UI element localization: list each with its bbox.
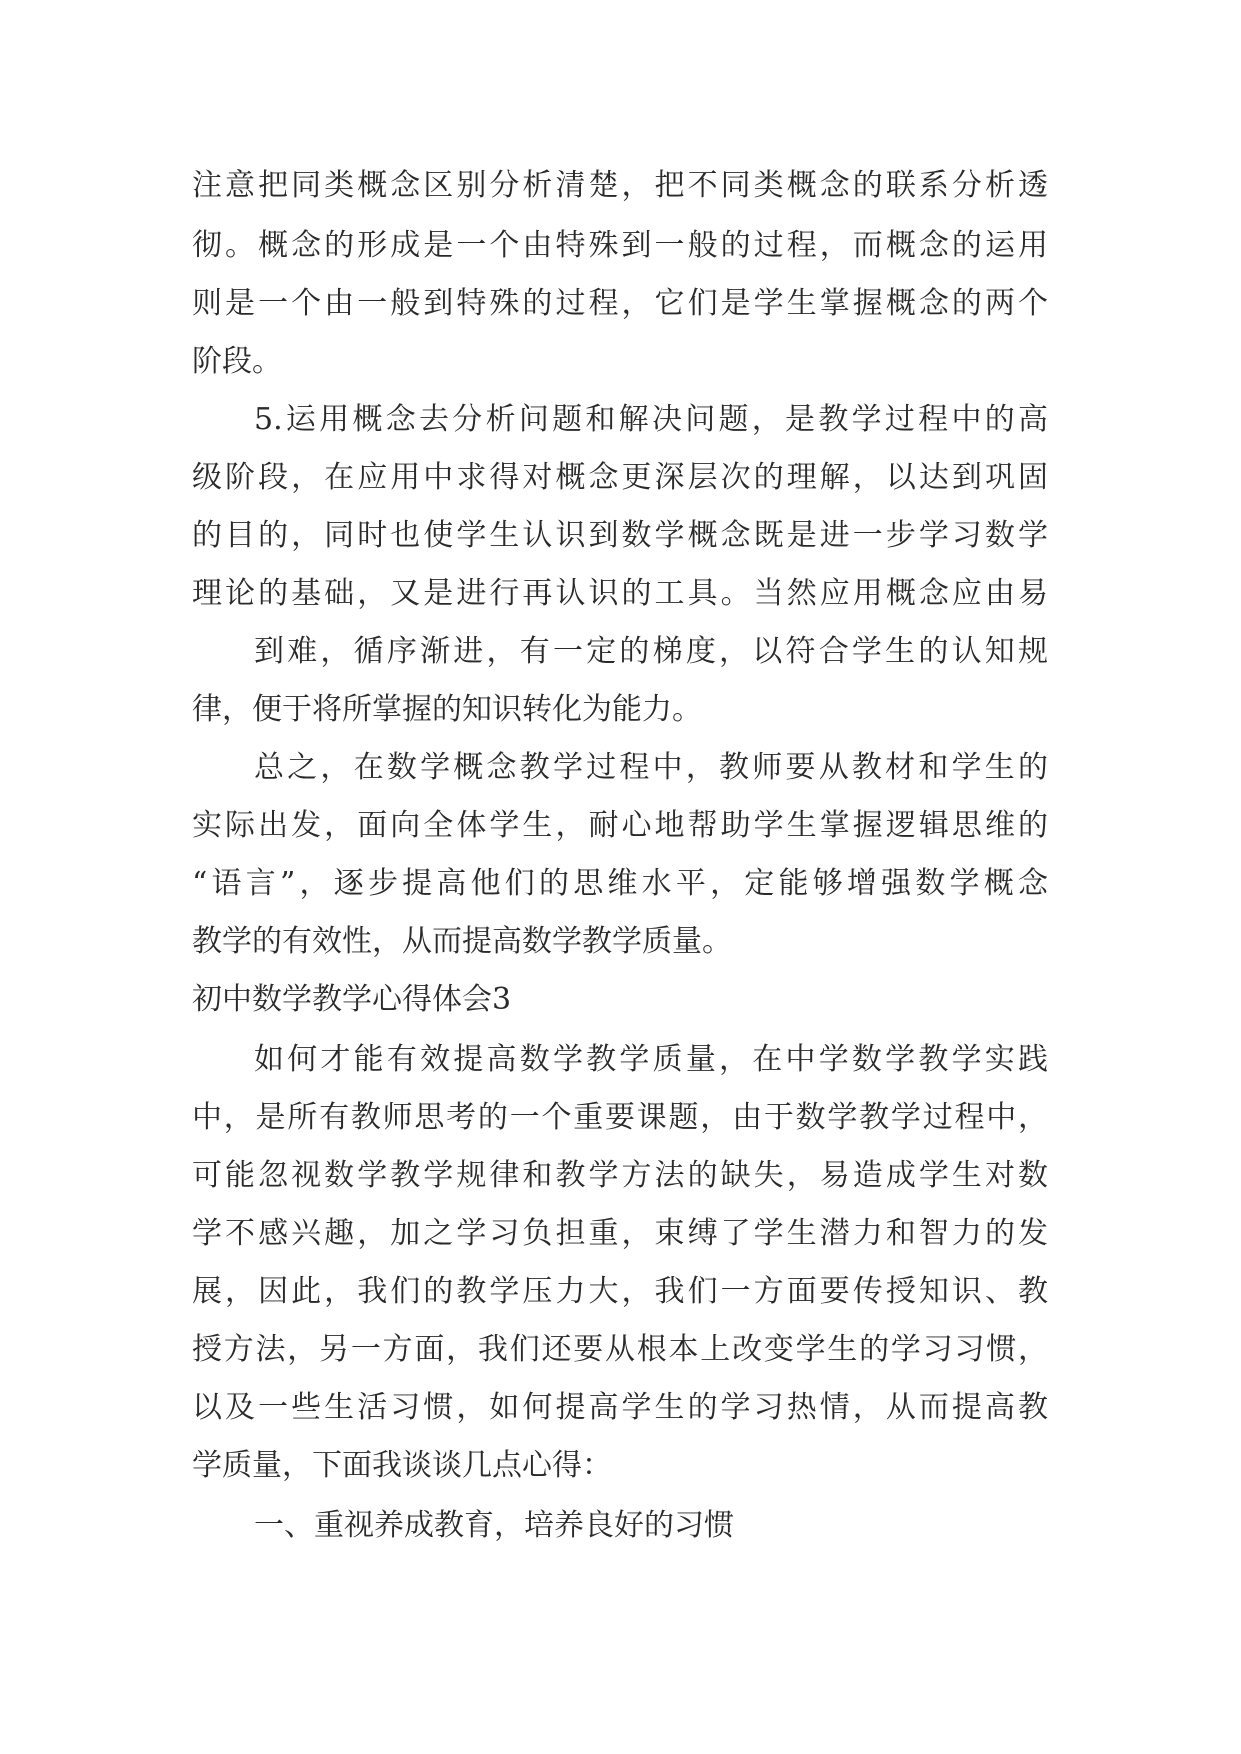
text-line: 5.运用概念去分析问题和解决问题，是教学过程中的高 bbox=[254, 402, 1048, 437]
text-line: 以及一些生活习惯，如何提高学生的学习热情，从而提高教 bbox=[192, 1390, 1048, 1425]
text-line: 中，是所有教师思考的一个重要课题，由于数学教学过程中， bbox=[192, 1100, 1048, 1135]
text-line: 注意把同类概念区别分析清楚，把不同类概念的联系分析透 bbox=[192, 168, 1048, 203]
text-line: 彻。概念的形成是一个由特殊到一般的过程，而概念的运用 bbox=[192, 228, 1048, 263]
text-line: 律，便于将所掌握的知识转化为能力。 bbox=[192, 692, 702, 727]
text-line: 阶段。 bbox=[192, 344, 282, 379]
text-line: 的目的，同时也使学生认识到数学概念既是进一步学习数学 bbox=[192, 518, 1048, 553]
text-line: 到难，循序渐进，有一定的梯度，以符合学生的认知规 bbox=[254, 634, 1048, 669]
text-line: 教学的有效性，从而提高数学教学质量。 bbox=[192, 924, 732, 959]
text-line: 如何才能有效提高数学教学质量，在中学数学教学实践 bbox=[254, 1042, 1048, 1077]
subsection-heading: 一、重视养成教育，培养良好的习惯 bbox=[254, 1508, 734, 1543]
text-line: “语言”，逐步提高他们的思维水平，定能够增强数学概念 bbox=[192, 866, 1048, 901]
text-line: 级阶段，在应用中求得对概念更深层次的理解，以达到巩固 bbox=[192, 460, 1048, 495]
text-line: 总之，在数学概念教学过程中，教师要从教材和学生的 bbox=[254, 750, 1048, 785]
text-line: 授方法，另一方面，我们还要从根本上改变学生的学习习惯， bbox=[192, 1332, 1048, 1367]
text-line: 理论的基础，又是进行再认识的工具。当然应用概念应由易 bbox=[192, 576, 1048, 611]
text-line: 则是一个由一般到特殊的过程，它们是学生掌握概念的两个 bbox=[192, 286, 1048, 321]
text-line: 学不感兴趣，加之学习负担重，束缚了学生潜力和智力的发 bbox=[192, 1216, 1048, 1251]
text-line: 可能忽视数学教学规律和教学方法的缺失，易造成学生对数 bbox=[192, 1158, 1048, 1193]
section-heading: 初中数学教学心得体会3 bbox=[192, 982, 512, 1017]
text-line: 实际出发，面向全体学生，耐心地帮助学生掌握逻辑思维的 bbox=[192, 808, 1048, 843]
text-line: 展，因此，我们的教学压力大，我们一方面要传授知识、教 bbox=[192, 1274, 1048, 1309]
text-line: 学质量，下面我谈谈几点心得： bbox=[192, 1448, 612, 1483]
